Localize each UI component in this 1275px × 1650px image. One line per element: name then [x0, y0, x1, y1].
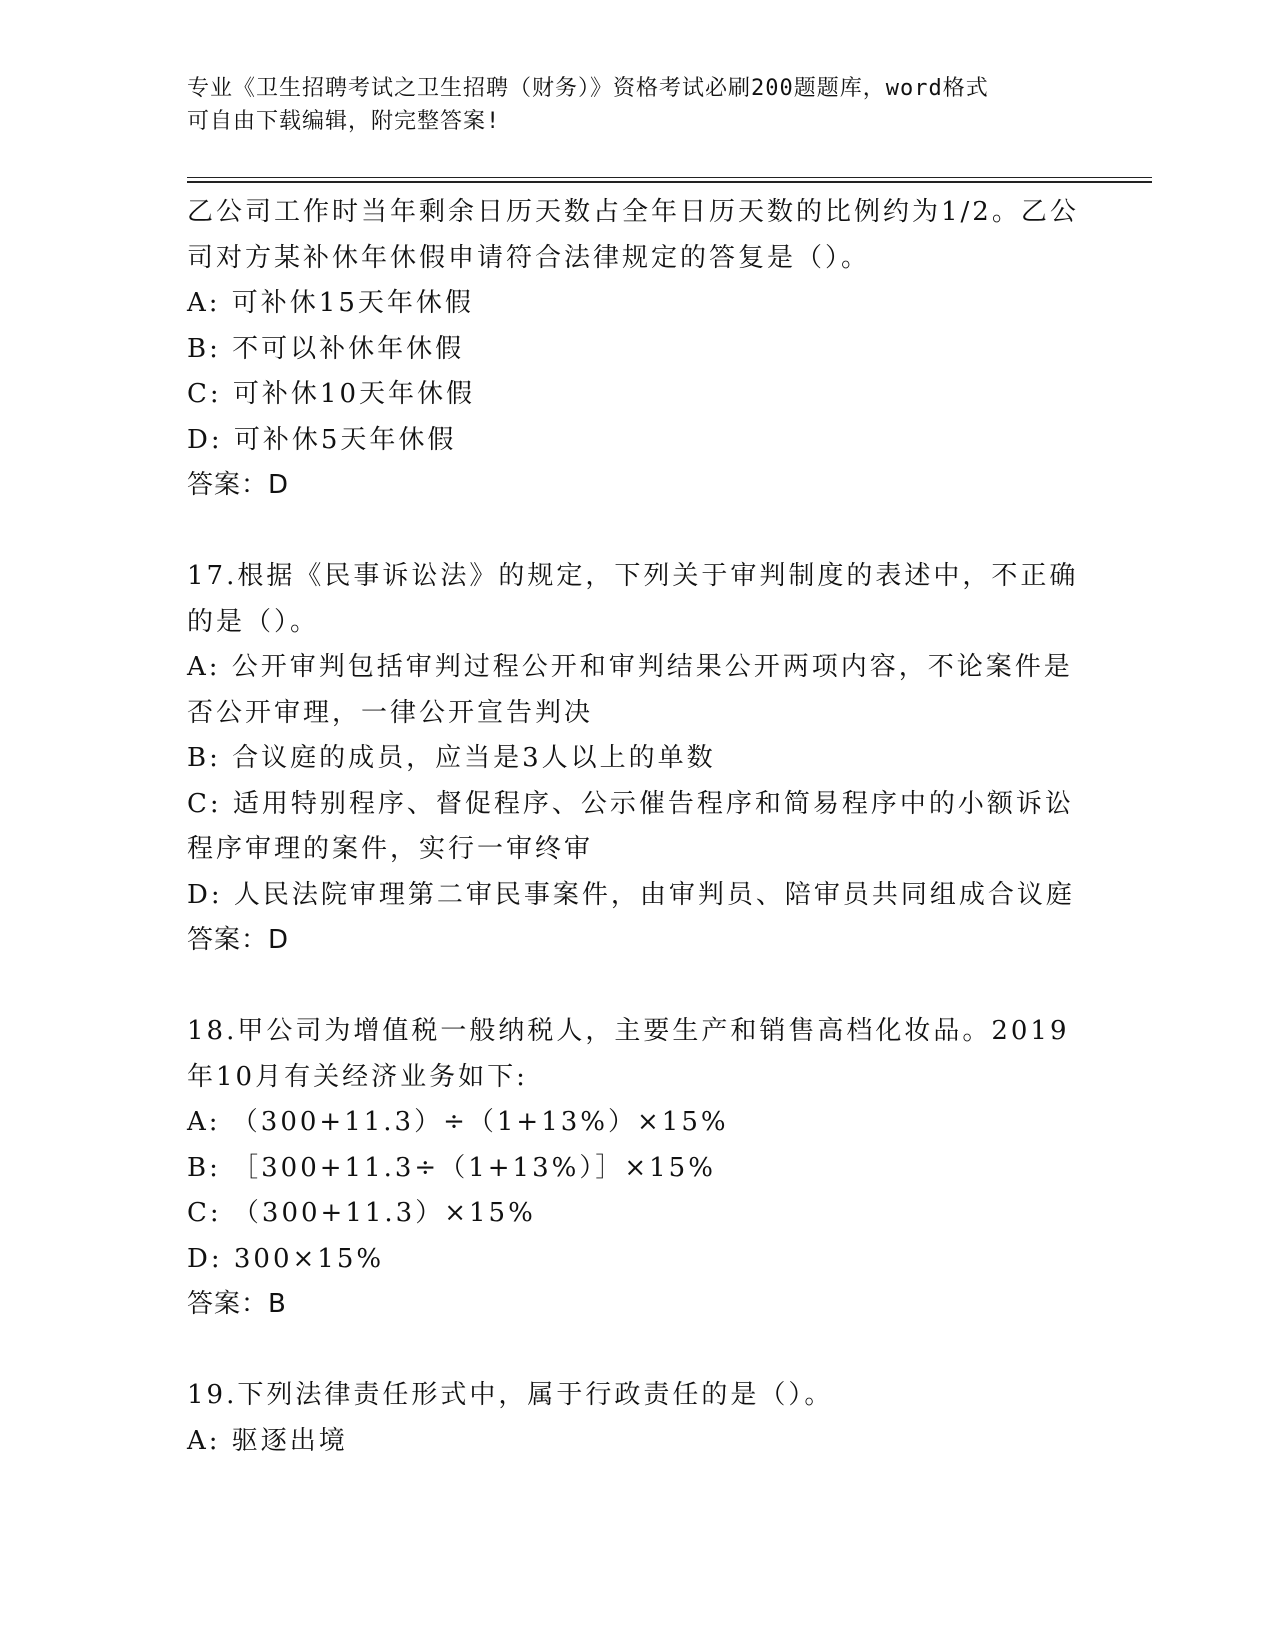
question-stem-line: 乙公司工作时当年剩余日历天数占全年日历天数的比例约为1/2。乙公 — [187, 197, 1079, 227]
question-17 — [187, 554, 1087, 964]
document-header — [187, 72, 1087, 138]
header-title-line-2: 可自由下载编辑，附完整答案! — [187, 109, 501, 134]
header-title-line-1: 专业《卫生招聘考试之卫生招聘（财务）》资格考试必刷200题题库，word格式 — [187, 76, 989, 101]
question-stem-line: 19.下列法律责任形式中，属于行政责任的是（）。 — [187, 1380, 834, 1410]
question-stem-line: 的是（）。 — [187, 606, 320, 637]
question-stem-line: 年10月有关经济业务如下: — [187, 1061, 528, 1092]
question-stem-line: 18.甲公司为增值税一般纳税人，主要生产和销售高档化妆品。2019 — [187, 1016, 1070, 1046]
option-a: A: 驱逐出境 — [187, 1425, 348, 1456]
option-a-continued: 否公开审理，一律公开宣告判决 — [187, 697, 594, 728]
option-d: D: 可补休5天年休假 — [187, 424, 457, 455]
spacer — [187, 1328, 1087, 1374]
header-divider — [187, 177, 1152, 183]
question-19 — [187, 1373, 1087, 1464]
option-a: A: 可补休15天年休假 — [187, 288, 474, 318]
answer-line: 答案：D — [187, 925, 290, 955]
question-16 — [187, 190, 1087, 509]
question-18 — [187, 1009, 1087, 1328]
question-stem-line: 17.根据《民事诉讼法》的规定，下列关于审判制度的表述中，不正确 — [187, 561, 1079, 591]
option-d: D: 人民法院审理第二审民事案件，由审判员、陪审员共同组成合议庭 — [187, 879, 1075, 910]
option-c: C: （300+11.3）×15% — [187, 1198, 536, 1228]
question-list — [187, 190, 1087, 1464]
option-b: B: ［300+11.3÷（1+13%）］×15% — [187, 1152, 716, 1183]
option-c: C: 适用特别程序、督促程序、公示催告程序和简易程序中的小额诉讼 — [187, 788, 1074, 819]
spacer — [187, 509, 1087, 555]
option-c: C: 可补休10天年休假 — [187, 379, 476, 409]
question-stem-line: 司对方某补休年休假申请符合法律规定的答复是（）。 — [187, 242, 871, 273]
option-b: B: 不可以补休年休假 — [187, 333, 465, 364]
answer-line: 答案：D — [187, 470, 290, 500]
spacer — [187, 964, 1087, 1010]
option-b: B: 合议庭的成员，应当是3人以上的单数 — [187, 743, 716, 773]
option-a: A: 公开审判包括审判过程公开和审判结果公开两项内容，不论案件是 — [187, 652, 1073, 682]
answer-line: 答案：B — [187, 1289, 287, 1319]
option-c-continued: 程序审理的案件，实行一审终审 — [187, 834, 594, 864]
option-a: A: （300+11.3）÷（1+13%）×15% — [187, 1107, 729, 1137]
option-d: D: 300×15% — [187, 1243, 385, 1274]
